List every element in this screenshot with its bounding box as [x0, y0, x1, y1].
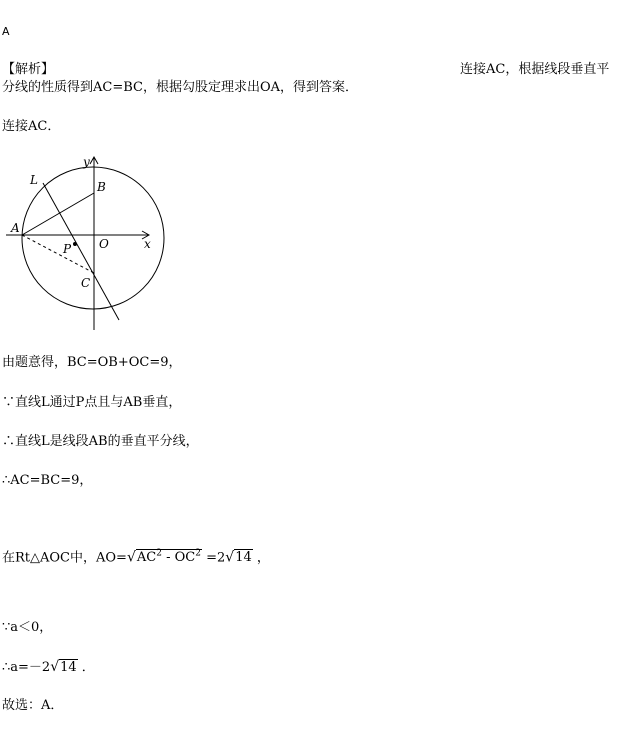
segment-ab: [22, 193, 94, 235]
step-bc-value: 由题意得，BC=OB+OC=9，: [2, 355, 182, 370]
label-a: A: [11, 221, 20, 235]
step-pythagoras: [2, 546, 270, 566]
label-o: O: [99, 237, 109, 251]
step-line-perpendicular: ∵直线L通过P点且与AB垂直，: [2, 395, 182, 410]
line-l: [43, 183, 119, 320]
pythagoras-prefix: 在Rt△AOC中，AO=: [2, 550, 127, 566]
circle: [22, 167, 164, 309]
label-l: L: [30, 173, 38, 187]
point-p: [73, 242, 77, 246]
sqrt-sign-3: √: [50, 659, 60, 675]
label-c: C: [81, 276, 91, 290]
geometry-figure: [6, 153, 166, 333]
label-y: y: [83, 155, 90, 169]
radicand-14-b: 14: [60, 660, 77, 675]
sqrt-sign: √: [126, 549, 136, 566]
analysis-text-right: 连接AC，根据线段垂直平: [460, 62, 610, 77]
equals-two: =2: [201, 550, 226, 566]
radicand-14: 14: [235, 550, 252, 566]
analysis-text-cont: 分线的性质得到AC=BC，根据勾股定理求出OA，得到答案．: [2, 80, 359, 95]
a-value-end: ．: [77, 660, 95, 675]
segment-ac-dashed: [22, 235, 94, 273]
label-x: x: [144, 237, 151, 251]
term-ac: AC: [136, 550, 157, 566]
step-perpendicular-bisector: ∴直线L是线段AB的垂直平分线，: [2, 434, 199, 449]
label-b: B: [97, 180, 106, 194]
sqrt-sign-2: √: [225, 549, 235, 566]
label-p: P: [63, 242, 72, 256]
step-a-negative: ∵a＜0，: [2, 620, 53, 635]
a-value-prefix: ∴a=－2: [2, 660, 51, 675]
answer-letter: A: [2, 25, 10, 38]
step-ac-equals-bc: ∴AC=BC=9，: [2, 473, 93, 488]
analysis-label: 【解析】: [2, 62, 55, 77]
step-connect-ac: 连接AC．: [2, 119, 61, 134]
minus-sign: -: [161, 550, 175, 566]
pythagoras-end: ，: [252, 550, 270, 566]
step-a-value: [2, 659, 95, 676]
step-choose-answer: 故选：A．: [2, 698, 64, 713]
exp-oc: 2: [195, 549, 201, 559]
sqrt-content: [136, 549, 202, 565]
exp-ac: 2: [156, 549, 162, 559]
term-oc: OC: [174, 550, 196, 566]
